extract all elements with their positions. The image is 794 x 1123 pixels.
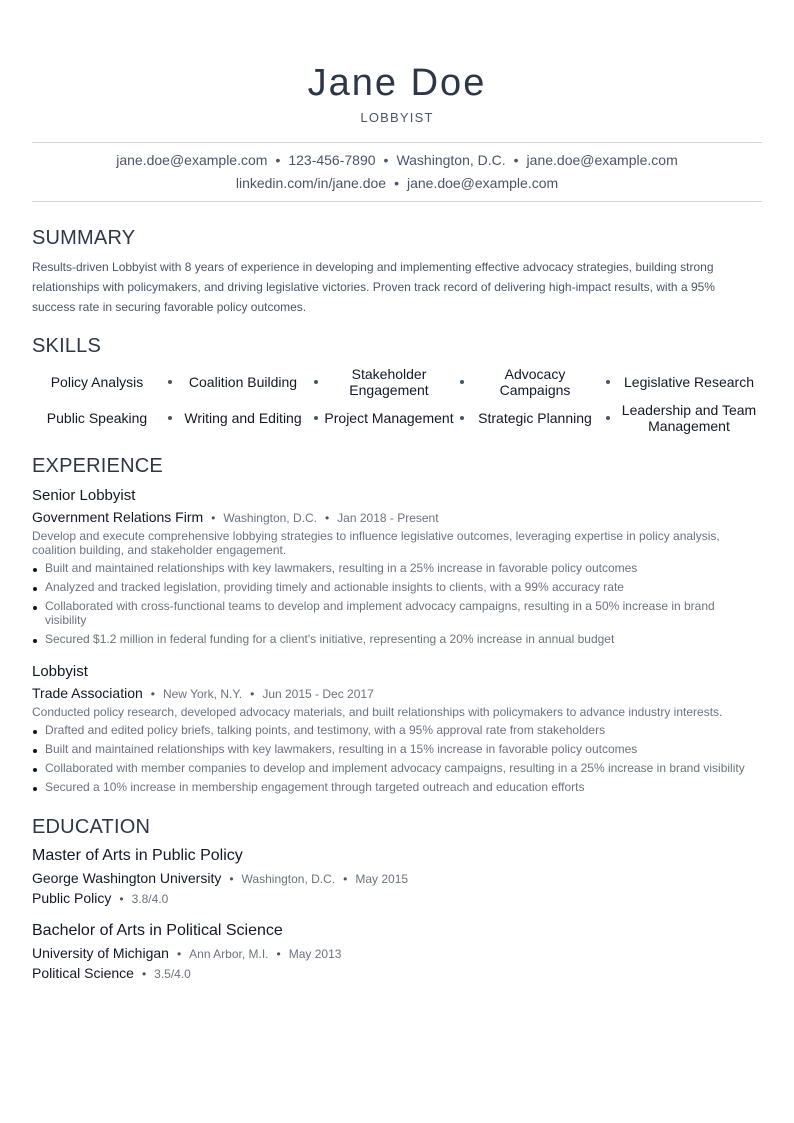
skill-separator-dot (168, 380, 172, 384)
skill-item: Leadership and Team Management (621, 402, 757, 434)
education-degree: Master of Arts in Public Policy (32, 847, 243, 864)
contact-linkedin-link[interactable]: linkedin.com/in/jane.doe (235, 175, 387, 191)
meta-separator: • (250, 687, 255, 701)
education-heading: EDUCATION (32, 816, 151, 838)
skill-item: Project Management (324, 410, 454, 426)
skill-separator-dot (460, 416, 464, 420)
education-date: May 2015 (355, 872, 409, 886)
list-item: Analyzed and tracked legislation, providing timely and actionable insights to clients, with a 99% accuracy rate (32, 580, 752, 594)
contact-phone[interactable]: 123-456-7890 (288, 152, 376, 168)
skills-grid (32, 364, 762, 436)
contact-line-2 (32, 175, 762, 191)
skill-item: Advocacy Campaigns (499, 366, 571, 398)
skill-separator-dot (460, 380, 464, 384)
skill-item: Public Speaking (46, 410, 148, 426)
education-meta (32, 870, 408, 886)
contact-location: Washington, D.C. (396, 152, 506, 168)
skill-separator-dot (314, 416, 318, 420)
skill-separator-dot (606, 380, 610, 384)
meta-separator: • (276, 947, 281, 961)
contact-email-link[interactable]: jane.doe@example.com (526, 152, 678, 168)
skill-separator-dot (606, 416, 610, 420)
job-meta (32, 685, 374, 701)
meta-separator: • (150, 687, 155, 701)
education-gpa: 3.8/4.0 (131, 892, 169, 906)
job-meta (32, 509, 439, 525)
skill-item: Policy Analysis (50, 374, 144, 390)
job-dates: Jun 2015 - Dec 2017 (262, 687, 374, 701)
meta-separator: • (343, 872, 348, 886)
contact-separator: • (275, 152, 281, 168)
job-title: Senior Lobbyist (32, 487, 136, 504)
contact-separator: • (394, 175, 399, 191)
skill-separator-dot (168, 416, 172, 420)
skills-row (32, 364, 762, 400)
job-achievements (32, 723, 752, 799)
job-company: Government Relations Firm (32, 509, 204, 525)
meta-separator: • (211, 511, 216, 525)
meta-separator: • (229, 872, 234, 886)
education-date: May 2013 (288, 947, 342, 961)
meta-separator: • (324, 511, 330, 525)
list-item: Built and maintained relationships with key lawmakers, resulting in a 15% increase in favorable policy outcomes (32, 742, 752, 756)
education-field: Public Policy (32, 890, 112, 906)
candidate-name: Jane Doe (307, 62, 487, 104)
summary-heading: SUMMARY (32, 227, 136, 249)
skill-item: Strategic Planning (478, 410, 592, 426)
education-gpa: 3.5/4.0 (154, 967, 191, 981)
skill-item: Legislative Research (624, 374, 754, 390)
skill-separator-dot (314, 380, 318, 384)
header-divider-bottom (32, 201, 762, 202)
meta-separator: • (141, 967, 147, 981)
contact-line-1 (32, 152, 762, 168)
list-item: Secured $1.2 million in federal funding for a client's initiative, representing a 20% increase in annual budget (32, 632, 752, 646)
contact-separator: • (383, 152, 389, 168)
meta-separator: • (176, 947, 182, 961)
meta-separator: • (119, 892, 124, 906)
education-degree: Bachelor of Arts in Political Science (32, 922, 283, 939)
skill-item: Writing and Editing (184, 410, 302, 426)
summary-text: Results-driven Lobbyist with 8 years of experience in developing and implementing effective advocacy strategies, building strong relationships with policymakers, and driving legislative victories. Proven track record of delivering high-impact results, with a 95% success rate in securing favorable policy outcomes. (32, 260, 715, 314)
contact-email-link[interactable]: jane.doe@example.com (116, 152, 268, 168)
education-school: George Washington University (32, 870, 222, 886)
job-location: New York, N.Y. (162, 687, 243, 701)
contact-separator: • (513, 152, 519, 168)
job-achievements (32, 561, 752, 651)
education-meta (32, 945, 341, 961)
skills-row (32, 400, 762, 436)
list-item: Drafted and edited policy briefs, talking points, and testimony, with a 95% approval rate from stakeholders (32, 723, 752, 737)
experience-heading: EXPERIENCE (32, 455, 163, 477)
header-divider-top (32, 142, 762, 143)
education-field-row (32, 965, 191, 981)
job-description: Conducted policy research, developed advocacy materials, and built relationships with policymakers to advance industry interests. (32, 705, 723, 719)
skills-heading: SKILLS (32, 335, 102, 357)
list-item: Built and maintained relationships with key lawmakers, resulting in a 25% increase in favorable policy outcomes (32, 561, 752, 575)
contact-email-link[interactable]: jane.doe@example.com (406, 175, 559, 191)
education-location: Ann Arbor, M.I. (189, 947, 269, 961)
education-location: Washington, D.C. (241, 872, 336, 886)
job-title: Lobbyist (32, 663, 88, 680)
job-company: Trade Association (32, 685, 143, 701)
skill-item: Stakeholder Engagement (349, 366, 429, 398)
candidate-title: LOBBYIST (360, 110, 434, 125)
job-description: Develop and execute comprehensive lobbying strategies to influence legislative outcomes, leveraging expertise in policy analysis, coalition building, and stakeholder engagement. (32, 529, 720, 557)
job-location: Washington, D.C. (223, 511, 317, 525)
education-school: University of Michigan (32, 945, 169, 961)
job-dates: Jan 2018 - Present (337, 511, 439, 525)
skill-item: Coalition Building (188, 374, 298, 390)
education-field: Political Science (32, 965, 134, 981)
list-item: Collaborated with member companies to develop and implement advocacy campaigns, resulting in a 25% increase in brand visibility (32, 761, 752, 775)
list-item: Collaborated with cross-functional teams to develop and implement advocacy campaigns, resulting in a 50% increase in brand visibility (32, 599, 752, 627)
list-item: Secured a 10% increase in membership engagement through targeted outreach and education efforts (32, 780, 752, 794)
education-field-row (32, 890, 168, 906)
